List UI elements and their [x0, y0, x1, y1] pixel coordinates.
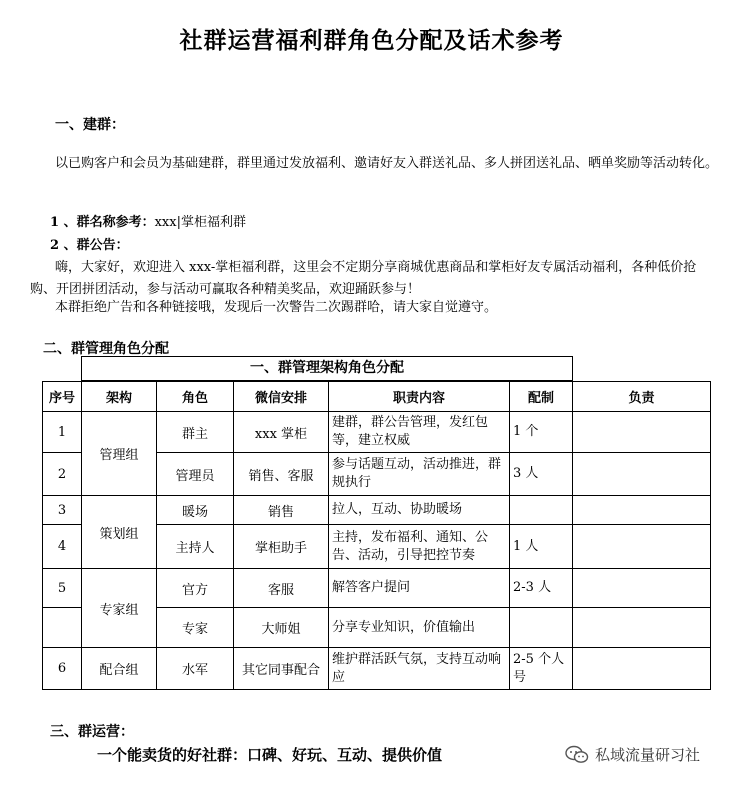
group-name-value: xxx|掌柜福利群 [154, 215, 246, 230]
cell-no [43, 608, 82, 648]
page-title: 社群运营福利群角色分配及话术参考 [179, 27, 564, 54]
table-row [43, 648, 711, 690]
cell-config: 2-5 个人号 [510, 648, 573, 690]
cell-role: 水军 [157, 648, 234, 690]
header-config: 配制 [510, 382, 573, 412]
cell-owner [573, 569, 711, 608]
header-wechat: 微信安排 [234, 382, 329, 412]
cell-wechat: 客服 [234, 569, 329, 608]
cell-config [510, 608, 573, 648]
cell-config: 2-3 人 [510, 569, 573, 608]
header-role: 角色 [157, 382, 234, 412]
cell-no: 4 [43, 525, 82, 569]
section3-heading: 三、群运营： [50, 724, 134, 740]
cell-no: 2 [43, 453, 82, 496]
cell-owner [573, 648, 711, 690]
cell-role: 管理员 [157, 453, 234, 496]
cell-group-support: 配合组 [82, 648, 157, 690]
header-structure: 架构 [82, 382, 157, 412]
announce-text: 嗨，大家好，欢迎进入 xxx-掌柜福利群，这里会不定期分享商城优惠商品和掌柜好友专属活动福利，各种低价抢购、开团拼团活动，参与活动可赢取各种精美奖品，欢迎踊跃参与！ [30, 260, 697, 297]
watermark [565, 744, 700, 765]
cell-no: 5 [43, 569, 82, 608]
cell-role: 主持人 [157, 525, 234, 569]
table-row [43, 412, 711, 453]
header-owner: 负责 [573, 382, 711, 412]
cell-duty: 主持，发布福利、通知、公告、活动，引导把控节奏 [329, 525, 510, 569]
group-name-line [50, 212, 246, 234]
cell-wechat: 销售、客服 [234, 453, 329, 496]
cell-duty: 建群，群公告管理，发红包等，建立权威 [329, 412, 510, 453]
cell-group-manage: 管理组 [82, 412, 157, 496]
cell-group-expert: 专家组 [82, 569, 157, 648]
section2-heading: 二、群管理角色分配 [43, 341, 169, 357]
cell-role: 暖场 [157, 496, 234, 525]
cell-duty: 参与话题互动，活动推进，群规执行 [329, 453, 510, 496]
cell-config: 3 人 [510, 453, 573, 496]
cell-group-plan: 策划组 [82, 496, 157, 569]
section1-heading: 一、建群： [55, 117, 125, 133]
group-name-label: 1 、群名称参考： [50, 215, 155, 230]
cell-no: 3 [43, 496, 82, 525]
announce-label: 2 、群公告： [50, 238, 129, 253]
slogan: 一个能卖货的好社群：口碑、好玩、互动、提供价值 [97, 746, 443, 764]
cell-role: 专家 [157, 608, 234, 648]
cell-owner [573, 412, 711, 453]
cell-wechat: 掌柜助手 [234, 525, 329, 569]
roles-table [42, 381, 711, 690]
cell-wechat: 其它同事配合 [234, 648, 329, 690]
cell-duty: 拉人，互动、协助暖场 [329, 496, 510, 525]
cell-duty: 维护群活跃气氛，支持互动响应 [329, 648, 510, 690]
table-row [43, 496, 711, 525]
cell-wechat: 大师姐 [234, 608, 329, 648]
cell-duty: 分享专业知识，价值输出 [329, 608, 510, 648]
cell-duty: 解答客户提问 [329, 569, 510, 608]
table-title: 一、群管理架构角色分配 [81, 356, 573, 381]
cell-no: 1 [43, 412, 82, 453]
cell-owner [573, 496, 711, 525]
watermark-text: 私域流量研习社 [595, 746, 701, 764]
cell-config: 1 个 [510, 412, 573, 453]
rules-text: 本群拒绝广告和各种链接哦，发现后一次警告二次踢群哈，请大家自觉遵守。 [55, 300, 498, 315]
cell-config: 1 人 [510, 525, 573, 569]
cell-owner [573, 525, 711, 569]
cell-owner [573, 608, 711, 648]
cell-no: 6 [43, 648, 82, 690]
cell-wechat: xxx 掌柜 [234, 412, 329, 453]
intro-paragraph: 以已购客户和会员为基础建群，群里通过发放福利、邀请好友入群送礼品、多人拼团送礼品、晒单奖励等活动转化。 [55, 156, 719, 171]
cell-owner [573, 453, 711, 496]
cell-role: 官方 [157, 569, 234, 608]
cell-role: 群主 [157, 412, 234, 453]
table-header-row [43, 382, 711, 412]
header-no: 序号 [43, 382, 82, 412]
cell-wechat: 销售 [234, 496, 329, 525]
wechat-icon [565, 745, 589, 765]
table-row [43, 569, 711, 608]
cell-config [510, 496, 573, 525]
header-duty: 职责内容 [329, 382, 510, 412]
